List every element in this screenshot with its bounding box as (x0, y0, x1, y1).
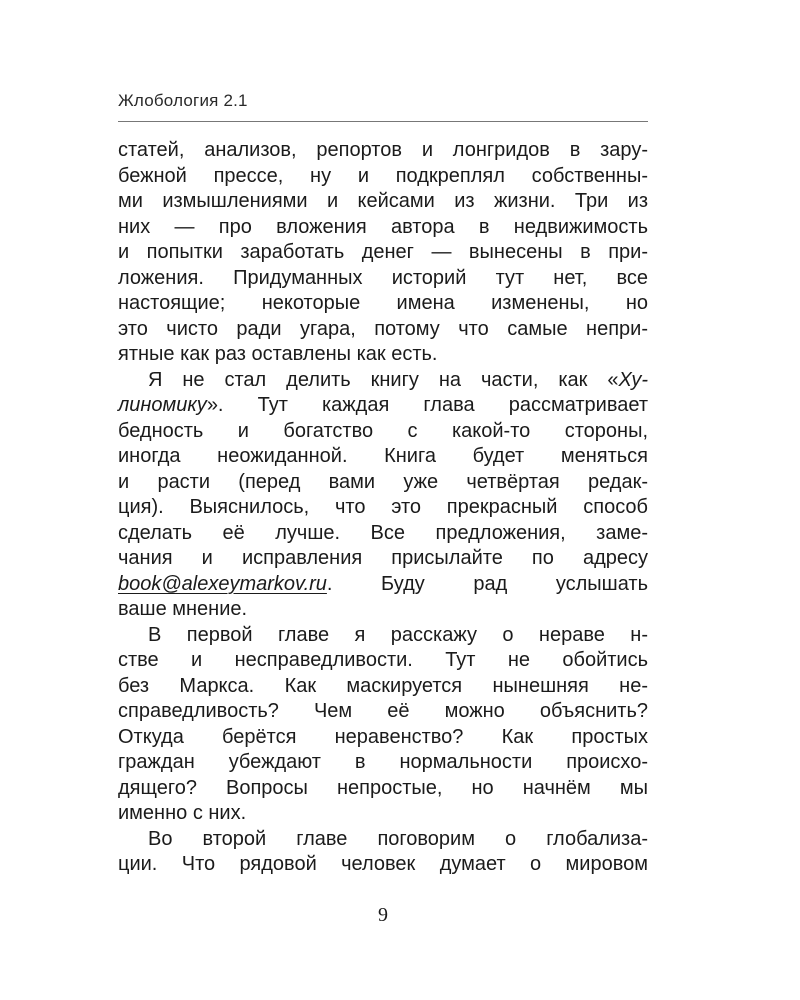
text-line (118, 368, 648, 394)
text-line: ятные как раз оставлены как есть. (118, 343, 438, 365)
text-line (118, 572, 648, 598)
text-line: ваше мнение. (118, 598, 248, 620)
text-line: Во второй главе поговорим о глобализа- (148, 827, 648, 850)
text-line: иногда неожиданной. Книга будет меняться (118, 445, 648, 467)
text-line: сделать её лучше. Все предложения, заме- (118, 521, 648, 544)
paragraph-4 (118, 827, 648, 878)
book-title-italic: линомику (118, 394, 207, 416)
page-body (118, 138, 648, 878)
text-line (118, 393, 648, 419)
header-rule (118, 121, 648, 122)
paragraph-1 (118, 138, 648, 368)
text-line: дящего? Вопросы непростые, но начнём мы (118, 776, 648, 799)
text-line: настоящие; некоторые имена изменены, но (118, 292, 648, 314)
text-line: именно с них. (118, 802, 247, 824)
text-line: бедность и богатство с какой-то стороны, (118, 419, 648, 442)
text-line: В первой главе я расскажу о нераве н- (148, 623, 648, 646)
text-line: и расти (перед вами уже четвёртая редак- (118, 470, 648, 493)
text-line: чания и исправления присылайте по адресу (118, 547, 648, 569)
text-line: граждан убеждают в нормальности происхо- (118, 751, 648, 773)
running-title: Жлобология 2.1 (118, 91, 248, 110)
text-line: ми измышлениями и кейсами из жизни. Три из (118, 190, 648, 212)
email-link[interactable]: book@alexeymarkov.ru (118, 572, 327, 595)
text-line: справедливость? Чем её можно объяснить? (118, 700, 648, 722)
text-line: бежной прессе, ну и подкреплял собственны- (118, 164, 648, 187)
text-line: ции. Что рядовой человек думает о мировом (118, 853, 648, 875)
text-line: без Маркса. Как маскируется нынешняя не- (118, 674, 648, 697)
text-line: ложения. Придуманных историй тут нет, все (118, 266, 648, 289)
text-span: . Буду рад услышать (326, 572, 648, 595)
text-line: это чисто ради угара, потому что самые непри- (118, 317, 648, 340)
paragraph-2 (118, 368, 648, 623)
text-line: статей, анализов, репортов и лонгридов в зару- (118, 139, 648, 161)
paragraph-3 (118, 623, 648, 827)
text-line: них — про вложения автора в недвижимость (118, 215, 648, 238)
text-line: стве и несправедливости. Тут не обойтись (118, 649, 648, 671)
text-span: Я не стал делить книгу на части, как « (148, 368, 619, 391)
text-line: ция). Выяснилось, что это прекрасный способ (118, 496, 648, 518)
page-number: 9 (378, 904, 388, 926)
text-line: и попытки заработать денег — вынесены в при- (118, 241, 648, 263)
text-line: Откуда берётся неравенство? Как простых (118, 725, 648, 748)
book-title-italic: Ху- (618, 368, 648, 391)
text-span: ». Тут каждая глава рассматривает (206, 394, 648, 416)
